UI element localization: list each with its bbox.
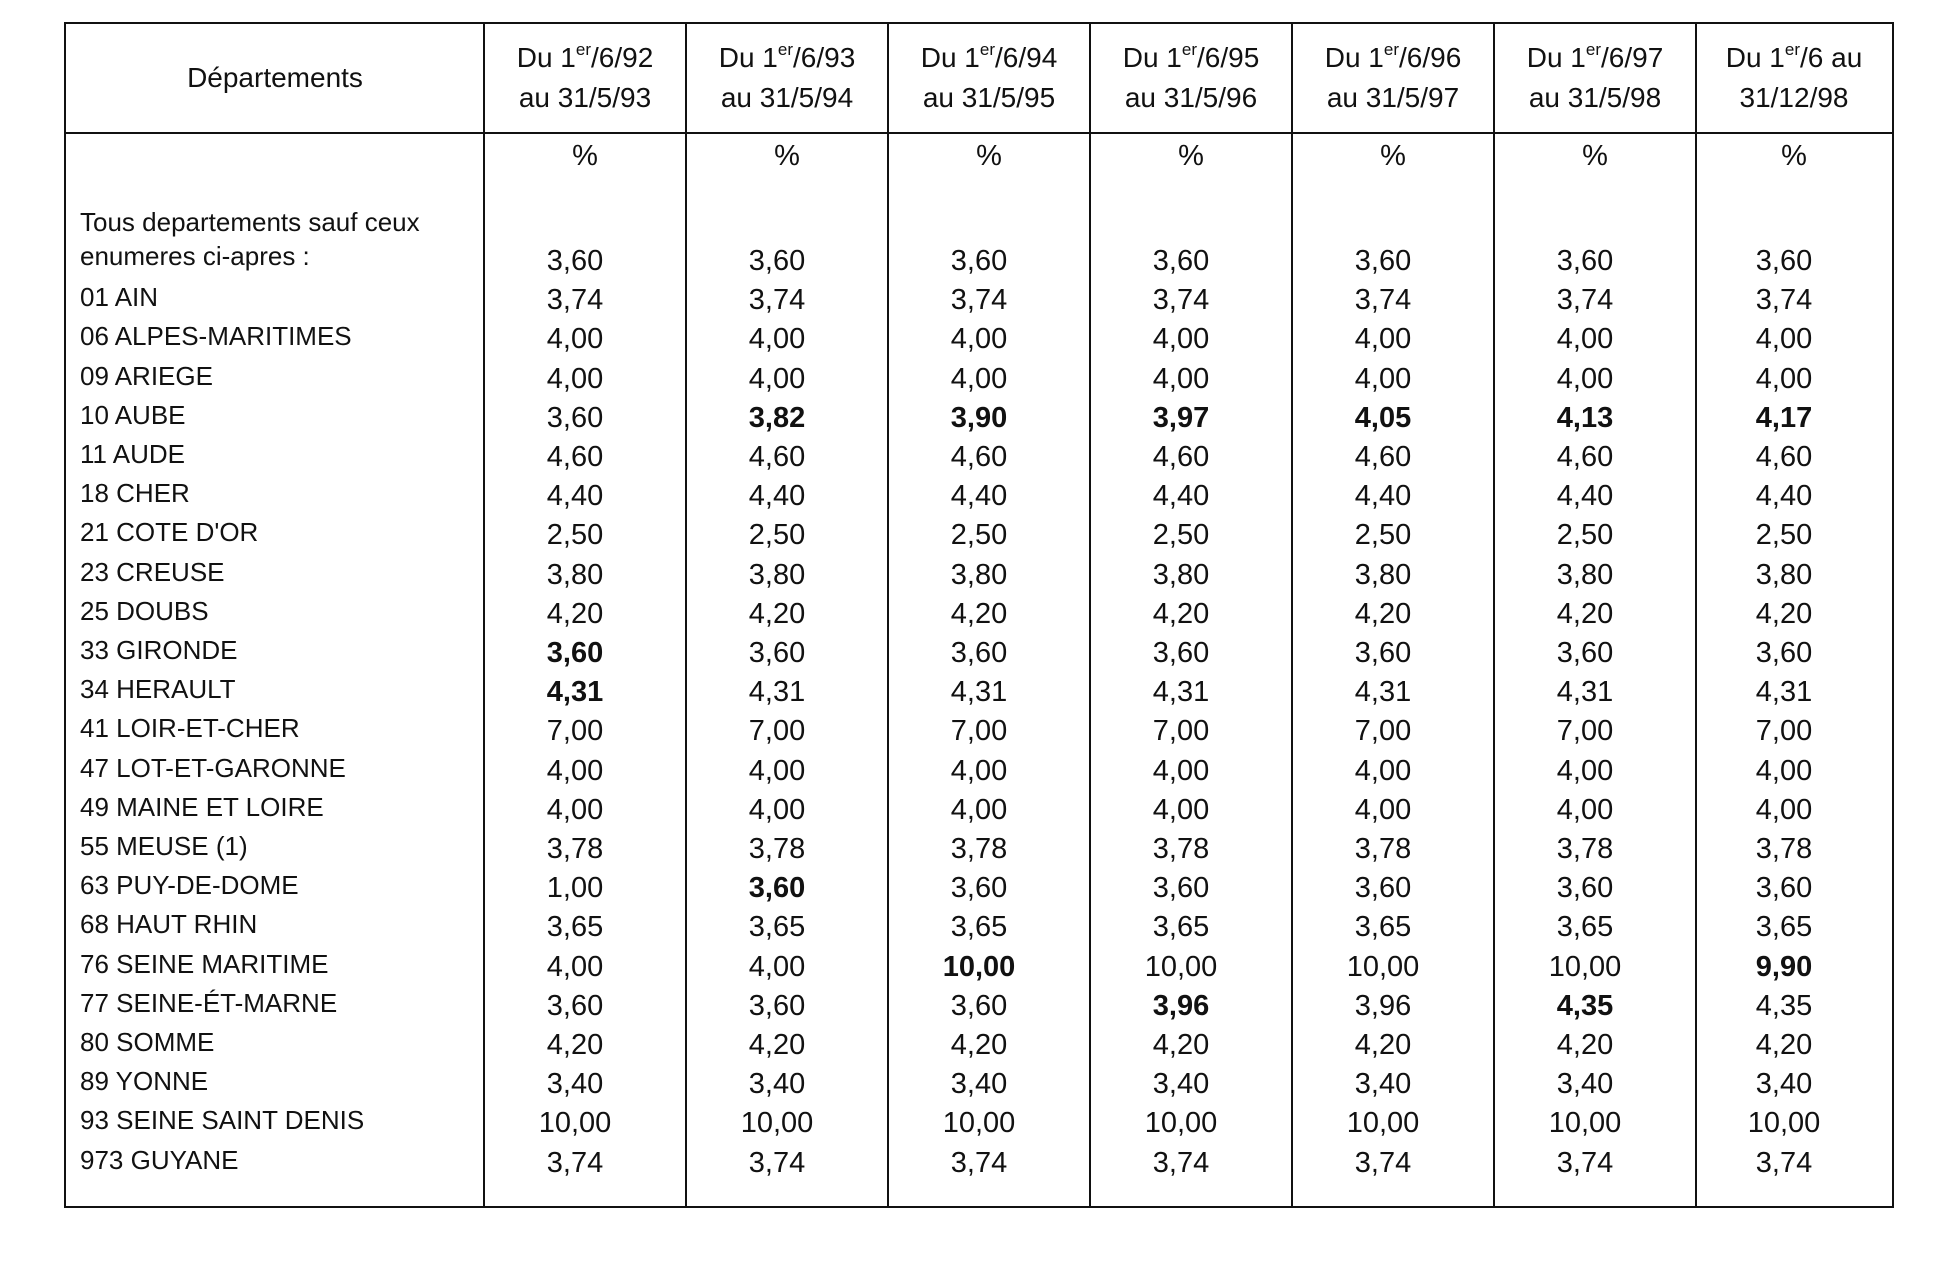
rate-value: 10,00 <box>1346 950 1420 983</box>
rate-value: 4,60 <box>1556 441 1614 473</box>
rate-value: 3,60 <box>1755 872 1813 905</box>
rate-value: 3,60 <box>1152 245 1210 277</box>
rate-value: 4,00 <box>1152 323 1210 356</box>
rate-value: 4,20 <box>546 1029 604 1061</box>
rate-value: 3,65 <box>748 911 806 944</box>
rate-value: 4,60 <box>546 441 604 473</box>
rate-value: 7,00 <box>1556 715 1614 748</box>
rate-value: 2,50 <box>950 519 1008 552</box>
rate-value: 3,80 <box>950 558 1008 591</box>
department-label: 10 AUBE <box>80 399 186 430</box>
rate-value: 4,17 <box>1755 401 1813 434</box>
rate-value: 4,40 <box>1152 480 1210 513</box>
rate-value: 3,60 <box>1354 637 1412 669</box>
departements-header <box>66 24 484 132</box>
rate-value: 3,60 <box>950 989 1008 1022</box>
rate-value: 4,00 <box>546 754 604 787</box>
rate-value: 4,60 <box>1354 441 1412 473</box>
rate-value: 4,00 <box>950 754 1008 787</box>
period-header-line2: au 31/5/94 <box>720 82 854 113</box>
rate-value: 3,40 <box>1354 1068 1412 1101</box>
rate-value: 3,78 <box>1152 833 1210 865</box>
rate-value: 3,74 <box>950 284 1008 317</box>
column-divider <box>1291 24 1293 1206</box>
department-label: 11 AUDE <box>80 439 186 469</box>
rate-value: 3,74 <box>546 1146 604 1179</box>
department-label: 18 CHER <box>80 478 190 509</box>
rate-value: 3,74 <box>1755 1146 1813 1179</box>
department-label: Tous departements sauf ceux <box>80 207 420 237</box>
rate-value: 4,00 <box>950 323 1008 356</box>
period-header-line1 <box>517 38 654 78</box>
rate-value: 10,00 <box>1144 950 1218 983</box>
department-label: 21 COTE D'OR <box>80 517 259 548</box>
rate-value: 3,74 <box>1354 284 1412 317</box>
rate-value: 4,20 <box>950 1029 1008 1061</box>
department-label: 63 PUY-DE-DOME <box>80 870 299 901</box>
rate-value: 4,20 <box>1152 1029 1210 1061</box>
rate-value: 3,74 <box>748 284 806 317</box>
rate-value: 3,65 <box>1354 911 1412 944</box>
rate-value: 4,00 <box>1152 362 1210 395</box>
rate-value: 3,74 <box>1152 1146 1210 1179</box>
rate-value: 10,00 <box>942 1107 1016 1140</box>
period-header <box>484 24 686 132</box>
rate-value: 2,50 <box>748 519 806 552</box>
rate-value: 3,40 <box>546 1068 604 1101</box>
rate-value: 4,20 <box>950 597 1008 630</box>
rate-value: 4,13 <box>1556 401 1614 434</box>
rate-value: 2,50 <box>1152 519 1210 552</box>
unit-percent: % <box>1781 140 1807 172</box>
rate-value: 3,78 <box>1556 833 1614 865</box>
rate-value: 3,80 <box>748 558 806 591</box>
unit-percent: % <box>1380 140 1406 172</box>
rate-value: 3,60 <box>748 872 806 905</box>
rate-value: 3,80 <box>1755 558 1813 591</box>
rate-value: 4,20 <box>1354 597 1412 630</box>
department-label: 01 AIN <box>80 282 159 313</box>
department-label: 41 LOIR-ET-CHER <box>80 713 300 744</box>
rate-value: 3,80 <box>546 558 604 591</box>
rate-value: 3,40 <box>1755 1068 1813 1101</box>
rate-value: 4,31 <box>748 676 806 709</box>
rate-value: 4,20 <box>748 1029 806 1061</box>
rate-value: 3,78 <box>748 833 806 865</box>
period-header-prefix: Du 1 <box>516 42 576 73</box>
rate-value: 3,60 <box>950 245 1008 277</box>
rate-value: 7,00 <box>950 715 1008 748</box>
department-label: 49 MAINE ET LOIRE <box>80 791 324 822</box>
rate-value: 3,40 <box>748 1068 806 1101</box>
department-label: 25 DOUBS <box>80 595 209 626</box>
rate-value: 3,60 <box>950 872 1008 905</box>
period-header <box>888 24 1090 132</box>
rate-value: 3,74 <box>1354 1146 1412 1179</box>
column-divider <box>1493 24 1495 1206</box>
rate-value: 4,40 <box>1556 480 1614 513</box>
period-header-superscript: er <box>979 39 995 59</box>
column-divider <box>1695 24 1697 1206</box>
rate-value: 3,60 <box>1556 637 1614 669</box>
rate-value: 2,50 <box>1556 519 1614 552</box>
rate-value: 3,60 <box>546 637 604 669</box>
rate-value: 2,50 <box>546 519 604 552</box>
rate-value: 3,80 <box>1556 558 1614 591</box>
period-header-date: /6/95 <box>1197 42 1260 73</box>
rate-value: 4,40 <box>1755 480 1813 513</box>
rate-value: 7,00 <box>1755 715 1813 748</box>
period-header-line2: au 31/5/97 <box>1326 82 1460 113</box>
rate-value: 4,05 <box>1354 401 1412 434</box>
rate-value: 3,96 <box>1152 989 1210 1022</box>
rate-value: 3,60 <box>546 989 604 1022</box>
rate-value: 7,00 <box>748 715 806 748</box>
rate-value: 3,60 <box>748 637 806 669</box>
rate-value: 3,60 <box>748 989 806 1022</box>
rate-value: 3,40 <box>1556 1068 1614 1101</box>
period-header-date: /6 au <box>1800 42 1863 73</box>
rate-value: 4,00 <box>950 362 1008 395</box>
rate-value: 4,00 <box>546 793 604 826</box>
rate-value: 4,00 <box>546 950 604 983</box>
rate-value: 10,00 <box>1548 950 1622 983</box>
rate-value: 4,20 <box>1755 597 1813 630</box>
rate-value: 4,20 <box>1755 1029 1813 1061</box>
period-header-date: /6/94 <box>995 42 1058 73</box>
period-header-prefix: Du 1 <box>920 42 980 73</box>
department-label: 47 LOT-ET-GARONNE <box>80 752 346 783</box>
period-header-line2: au 31/5/93 <box>518 82 652 113</box>
rate-value: 4,31 <box>546 676 604 709</box>
rate-value: 4,60 <box>1152 441 1210 473</box>
period-header-prefix: Du 1 <box>718 42 778 73</box>
period-header-line2: au 31/5/96 <box>1124 82 1258 113</box>
department-label: 34 HERAULT <box>80 674 236 705</box>
rate-value: 3,78 <box>1354 833 1412 865</box>
period-header <box>686 24 888 132</box>
rate-value: 7,00 <box>1354 715 1412 748</box>
period-header-superscript: er <box>575 39 591 59</box>
rate-value: 3,60 <box>546 401 604 434</box>
period-header <box>1494 24 1696 132</box>
rate-value: 3,65 <box>1556 911 1614 944</box>
rate-value: 7,00 <box>1152 715 1210 748</box>
rate-value: 9,90 <box>1755 950 1813 983</box>
rate-value: 10,00 <box>942 950 1016 983</box>
rate-value: 4,40 <box>546 480 604 513</box>
rate-value: 4,60 <box>748 441 806 473</box>
period-header-date: /6/96 <box>1399 42 1462 73</box>
rate-value: 4,20 <box>1556 1029 1614 1061</box>
rate-value: 10,00 <box>1747 1107 1821 1140</box>
period-header-line1 <box>1527 38 1664 78</box>
rate-value: 4,20 <box>1354 1029 1412 1061</box>
period-header-line2: 31/12/98 <box>1739 82 1849 113</box>
rate-value: 4,00 <box>1354 362 1412 395</box>
rate-value: 3,60 <box>1755 245 1813 277</box>
period-header-date: /6/97 <box>1601 42 1664 73</box>
rate-value: 4,31 <box>1556 676 1614 709</box>
rate-value: 3,40 <box>950 1068 1008 1101</box>
period-header-line2: au 31/5/98 <box>1528 82 1662 113</box>
period-header-line1 <box>921 38 1058 78</box>
department-label: 93 SEINE SAINT DENIS <box>80 1105 365 1136</box>
rate-value: 4,60 <box>1755 441 1813 473</box>
rate-value: 4,31 <box>1152 676 1210 709</box>
rate-value: 2,50 <box>1755 519 1813 552</box>
rate-value: 4,00 <box>546 362 604 395</box>
rate-value: 3,74 <box>748 1146 806 1179</box>
rate-value: 4,00 <box>1152 793 1210 826</box>
rate-value: 2,50 <box>1354 519 1412 552</box>
unit-percent: % <box>774 140 800 172</box>
header-divider <box>66 132 1892 134</box>
rate-value: 4,00 <box>1755 323 1813 356</box>
rate-value: 3,74 <box>1152 284 1210 317</box>
rate-value: 4,00 <box>1354 323 1412 356</box>
rate-value: 3,60 <box>1354 872 1412 905</box>
rate-value: 7,00 <box>546 715 604 748</box>
department-label: 89 YONNE <box>80 1066 209 1097</box>
rate-value: 4,00 <box>748 323 806 356</box>
period-header-prefix: Du 1 <box>1324 42 1384 73</box>
rate-value: 3,60 <box>1556 245 1614 277</box>
department-label: 973 GUYANE <box>80 1144 239 1175</box>
period-header-prefix: Du 1 <box>1526 42 1586 73</box>
rate-value: 4,00 <box>546 323 604 356</box>
departements-header-label: Départements <box>187 62 363 93</box>
rate-value: 3,60 <box>1152 637 1210 669</box>
rate-value: 4,00 <box>1755 362 1813 395</box>
rate-value: 10,00 <box>740 1107 814 1140</box>
unit-percent: % <box>976 140 1002 172</box>
rate-value: 3,60 <box>748 245 806 277</box>
department-label: 55 MEUSE (1) <box>80 831 248 861</box>
rate-value: 4,31 <box>1354 676 1412 709</box>
rate-value: 4,00 <box>1354 754 1412 787</box>
period-header-superscript: er <box>1784 39 1800 59</box>
rate-value: 10,00 <box>1346 1107 1420 1140</box>
rate-value: 4,40 <box>950 480 1008 513</box>
rate-value: 3,60 <box>1354 245 1412 277</box>
period-header-line1 <box>1123 38 1260 78</box>
unit-percent: % <box>1582 140 1608 172</box>
rate-value: 4,35 <box>1755 989 1813 1022</box>
rate-value: 4,20 <box>1152 597 1210 630</box>
rate-value: 4,35 <box>1556 989 1614 1022</box>
unit-percent: % <box>1178 140 1204 172</box>
rate-value: 3,60 <box>1556 872 1614 905</box>
rate-value: 1,00 <box>546 872 604 905</box>
rate-value: 4,00 <box>1556 754 1614 787</box>
department-label: 06 ALPES-MARITIMES <box>80 321 352 352</box>
rate-value: 3,65 <box>1755 911 1813 944</box>
department-label: 77 SEINE-ÉT-MARNE <box>80 987 338 1018</box>
rates-table <box>64 22 1894 1208</box>
column-divider <box>483 24 485 1206</box>
rate-value: 3,78 <box>546 833 604 865</box>
rate-value: 4,00 <box>1556 323 1614 356</box>
period-header-date: /6/93 <box>793 42 856 73</box>
rate-value: 3,74 <box>950 1146 1008 1179</box>
period-header-line1 <box>719 38 856 78</box>
column-divider <box>1089 24 1091 1206</box>
rate-value: 3,90 <box>950 401 1008 434</box>
rate-value: 4,00 <box>1755 793 1813 826</box>
department-label: 09 ARIEGE <box>80 360 213 391</box>
rate-value: 10,00 <box>1548 1107 1622 1140</box>
rate-value: 10,00 <box>1144 1107 1218 1140</box>
period-header-line1 <box>1726 38 1863 78</box>
rate-value: 3,60 <box>1755 637 1813 669</box>
department-label: 33 GIRONDE <box>80 635 238 665</box>
period-header-superscript: er <box>1383 39 1399 59</box>
rate-value: 3,82 <box>748 401 806 434</box>
period-header-superscript: er <box>1181 39 1197 59</box>
period-header <box>1696 24 1892 132</box>
rate-value: 3,60 <box>950 637 1008 669</box>
rate-value: 3,40 <box>1152 1068 1210 1101</box>
period-header <box>1292 24 1494 132</box>
department-label: 68 HAUT RHIN <box>80 909 258 940</box>
rate-value: 4,00 <box>1556 793 1614 826</box>
rate-value: 4,00 <box>748 950 806 983</box>
rate-value: 10,00 <box>538 1107 612 1140</box>
rate-value: 4,00 <box>748 793 806 826</box>
rate-value: 3,74 <box>546 284 604 317</box>
period-header <box>1090 24 1292 132</box>
rate-value: 3,78 <box>950 833 1008 865</box>
rate-value: 4,20 <box>1556 597 1614 630</box>
rate-value: 4,20 <box>748 597 806 630</box>
department-label: 23 CREUSE <box>80 556 225 587</box>
rate-value: 4,00 <box>748 754 806 787</box>
department-label: enumeres ci-apres : <box>80 241 310 271</box>
rate-value: 4,60 <box>950 441 1008 473</box>
rate-value: 4,31 <box>1755 676 1813 709</box>
rate-value: 3,97 <box>1152 401 1210 434</box>
rate-value: 3,96 <box>1354 989 1412 1022</box>
period-header-superscript: er <box>777 39 793 59</box>
rate-value: 4,00 <box>748 362 806 395</box>
rate-value: 3,78 <box>1755 833 1813 865</box>
period-header-line2: au 31/5/95 <box>922 82 1056 113</box>
rate-value: 3,60 <box>1152 872 1210 905</box>
rate-value: 4,00 <box>950 793 1008 826</box>
rate-value: 3,65 <box>950 911 1008 944</box>
rate-value: 4,00 <box>1556 362 1614 395</box>
rate-value: 3,80 <box>1152 558 1210 591</box>
rate-value: 3,60 <box>546 245 604 277</box>
rate-value: 3,74 <box>1556 1146 1614 1179</box>
rate-value: 4,00 <box>1354 793 1412 826</box>
period-header-superscript: er <box>1585 39 1601 59</box>
rate-value: 3,74 <box>1755 284 1813 317</box>
column-divider <box>887 24 889 1206</box>
department-label: 76 SEINE MARITIME <box>80 948 329 979</box>
department-label: 80 SOMME <box>80 1027 215 1057</box>
unit-percent: % <box>572 140 598 172</box>
rate-value: 3,65 <box>1152 911 1210 944</box>
rate-value: 4,40 <box>748 480 806 513</box>
period-header-prefix: Du 1 <box>1725 42 1785 73</box>
rate-value: 4,31 <box>950 676 1008 709</box>
column-divider <box>685 24 687 1206</box>
rate-value: 4,00 <box>1755 754 1813 787</box>
rate-value: 3,65 <box>546 911 604 944</box>
rate-value: 3,80 <box>1354 558 1412 591</box>
period-header-prefix: Du 1 <box>1122 42 1182 73</box>
rate-value: 4,40 <box>1354 480 1412 513</box>
rate-value: 4,20 <box>546 597 604 630</box>
rate-value: 4,00 <box>1152 754 1210 787</box>
rate-value: 3,74 <box>1556 284 1614 317</box>
period-header-date: /6/92 <box>591 42 654 73</box>
period-header-line1 <box>1325 38 1462 78</box>
